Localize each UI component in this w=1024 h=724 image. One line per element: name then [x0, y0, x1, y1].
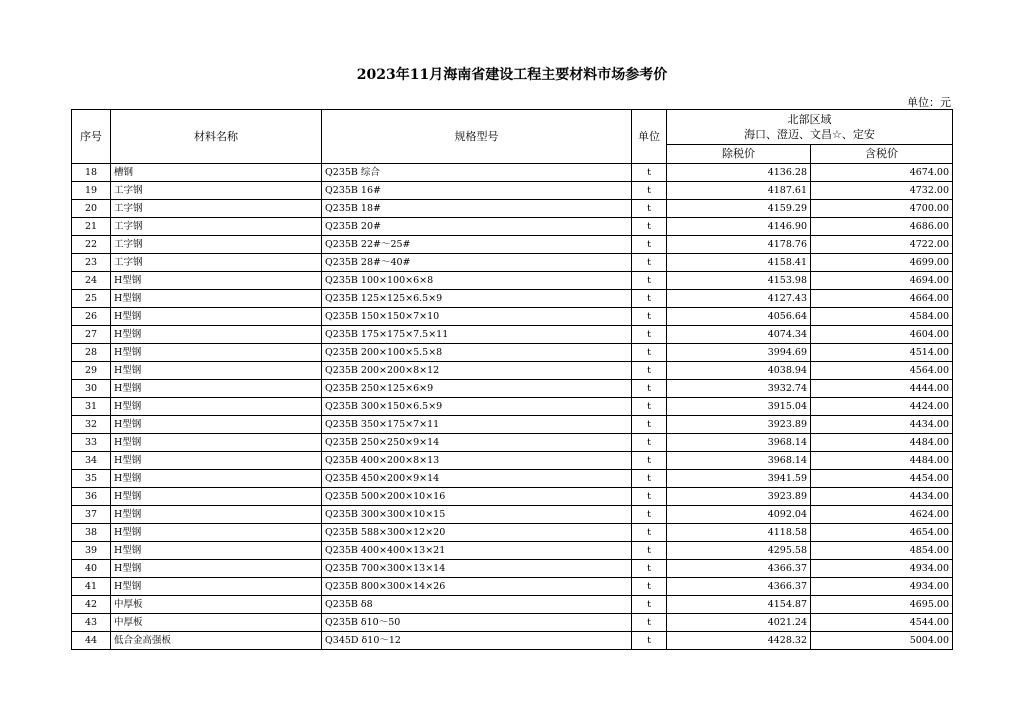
- row-material-name: 工字钢: [111, 218, 322, 236]
- row-price-inc-tax: 4424.00: [811, 398, 953, 416]
- row-unit: t: [632, 632, 667, 650]
- row-unit: t: [632, 542, 667, 560]
- row-spec: Q235B 500×200×10×16: [322, 488, 632, 506]
- row-unit: t: [632, 164, 667, 182]
- header-price-ex-tax: 除税价: [667, 145, 811, 164]
- row-unit: t: [632, 596, 667, 614]
- row-spec: Q235B 200×200×8×12: [322, 362, 632, 380]
- table-row: [72, 164, 953, 182]
- row-material-name: H型钢: [111, 362, 322, 380]
- row-spec: Q235B 200×100×5.5×8: [322, 344, 632, 362]
- row-material-name: H型钢: [111, 542, 322, 560]
- row-material-name: H型钢: [111, 326, 322, 344]
- row-spec: Q235B 16#: [322, 182, 632, 200]
- row-spec: Q235B 300×150×6.5×9: [322, 398, 632, 416]
- header-region-name: 北部区域: [787, 113, 832, 126]
- row-material-name: 槽钢: [111, 164, 322, 182]
- row-price-ex-tax: 4366.37: [667, 578, 811, 596]
- row-price-inc-tax: 4604.00: [811, 326, 953, 344]
- row-material-name: H型钢: [111, 488, 322, 506]
- row-spec: Q235B 22#～25#: [322, 236, 632, 254]
- row-seq: 39: [72, 542, 111, 560]
- row-price-ex-tax: 4146.90: [667, 218, 811, 236]
- row-unit: t: [632, 434, 667, 452]
- row-spec: Q235B 125×125×6.5×9: [322, 290, 632, 308]
- row-price-inc-tax: 4624.00: [811, 506, 953, 524]
- row-unit: t: [632, 614, 667, 632]
- row-material-name: H型钢: [111, 290, 322, 308]
- row-price-ex-tax: 3932.74: [667, 380, 811, 398]
- row-material-name: H型钢: [111, 506, 322, 524]
- row-material-name: 工字钢: [111, 200, 322, 218]
- table-row: [72, 344, 953, 362]
- table-row: [72, 596, 953, 614]
- row-price-ex-tax: 3915.04: [667, 398, 811, 416]
- row-unit: t: [632, 470, 667, 488]
- table-row: [72, 290, 953, 308]
- row-price-inc-tax: 4854.00: [811, 542, 953, 560]
- table-row: [72, 416, 953, 434]
- row-spec: Q235B 175×175×7.5×11: [322, 326, 632, 344]
- row-price-ex-tax: 4038.94: [667, 362, 811, 380]
- row-seq: 22: [72, 236, 111, 254]
- row-unit: t: [632, 200, 667, 218]
- row-material-name: H型钢: [111, 380, 322, 398]
- row-price-inc-tax: 5004.00: [811, 632, 953, 650]
- header-seq: 序号: [72, 110, 111, 164]
- table-row: [72, 470, 953, 488]
- row-unit: t: [632, 236, 667, 254]
- row-unit: t: [632, 344, 667, 362]
- row-price-inc-tax: 4664.00: [811, 290, 953, 308]
- table-row: [72, 542, 953, 560]
- row-price-ex-tax: 4295.58: [667, 542, 811, 560]
- unit-note: 单位：元: [907, 96, 951, 109]
- row-price-ex-tax: 3968.14: [667, 434, 811, 452]
- row-unit: t: [632, 578, 667, 596]
- row-seq: 36: [72, 488, 111, 506]
- header-region-cities: 海口、澄迈、文昌☆、定安: [744, 128, 875, 141]
- table-row: [72, 236, 953, 254]
- row-seq: 29: [72, 362, 111, 380]
- row-seq: 32: [72, 416, 111, 434]
- row-spec: Q235B 400×400×13×21: [322, 542, 632, 560]
- row-material-name: H型钢: [111, 416, 322, 434]
- row-seq: 44: [72, 632, 111, 650]
- table-row: [72, 578, 953, 596]
- header-unit: 单位: [632, 110, 667, 164]
- row-spec: Q235B 18#: [322, 200, 632, 218]
- row-seq: 23: [72, 254, 111, 272]
- row-price-ex-tax: 4136.28: [667, 164, 811, 182]
- table-row: [72, 218, 953, 236]
- row-price-inc-tax: 4564.00: [811, 362, 953, 380]
- row-price-inc-tax: 4699.00: [811, 254, 953, 272]
- row-price-inc-tax: 4722.00: [811, 236, 953, 254]
- table-row: [72, 452, 953, 470]
- row-unit: t: [632, 524, 667, 542]
- table-row: [72, 488, 953, 506]
- row-material-name: 低合金高强板: [111, 632, 322, 650]
- row-price-inc-tax: 4694.00: [811, 272, 953, 290]
- row-unit: t: [632, 308, 667, 326]
- row-spec: Q235B 350×175×7×11: [322, 416, 632, 434]
- row-spec: Q235B 250×125×6×9: [322, 380, 632, 398]
- row-price-ex-tax: 3923.89: [667, 488, 811, 506]
- row-price-inc-tax: 4484.00: [811, 452, 953, 470]
- row-seq: 42: [72, 596, 111, 614]
- row-seq: 30: [72, 380, 111, 398]
- row-spec: Q235B δ10～50: [322, 614, 632, 632]
- row-seq: 21: [72, 218, 111, 236]
- row-seq: 37: [72, 506, 111, 524]
- row-price-ex-tax: 4187.61: [667, 182, 811, 200]
- header-region: [667, 110, 953, 145]
- row-price-inc-tax: 4700.00: [811, 200, 953, 218]
- row-price-inc-tax: 4514.00: [811, 344, 953, 362]
- row-price-inc-tax: 4434.00: [811, 488, 953, 506]
- table-row: [72, 272, 953, 290]
- row-unit: t: [632, 362, 667, 380]
- row-material-name: H型钢: [111, 308, 322, 326]
- row-price-ex-tax: 4153.98: [667, 272, 811, 290]
- row-seq: 34: [72, 452, 111, 470]
- row-price-ex-tax: 3968.14: [667, 452, 811, 470]
- row-seq: 43: [72, 614, 111, 632]
- row-price-ex-tax: 4056.64: [667, 308, 811, 326]
- row-material-name: H型钢: [111, 434, 322, 452]
- row-spec: Q235B 20#: [322, 218, 632, 236]
- row-unit: t: [632, 326, 667, 344]
- row-seq: 41: [72, 578, 111, 596]
- table-row: [72, 254, 953, 272]
- row-price-inc-tax: 4934.00: [811, 560, 953, 578]
- row-seq: 27: [72, 326, 111, 344]
- row-spec: Q235B 450×200×9×14: [322, 470, 632, 488]
- row-price-ex-tax: 3994.69: [667, 344, 811, 362]
- table-row: [72, 182, 953, 200]
- row-price-ex-tax: 4127.43: [667, 290, 811, 308]
- row-material-name: H型钢: [111, 578, 322, 596]
- row-seq: 25: [72, 290, 111, 308]
- row-price-inc-tax: 4454.00: [811, 470, 953, 488]
- row-spec: Q235B 250×250×9×14: [322, 434, 632, 452]
- row-unit: t: [632, 218, 667, 236]
- page-title: 2023年11月海南省建设工程主要材料市场参考价: [356, 67, 668, 83]
- row-material-name: H型钢: [111, 272, 322, 290]
- row-unit: t: [632, 254, 667, 272]
- table-row: [72, 362, 953, 380]
- row-spec: Q235B 300×300×10×15: [322, 506, 632, 524]
- row-seq: 26: [72, 308, 111, 326]
- row-price-inc-tax: 4484.00: [811, 434, 953, 452]
- table-row: [72, 380, 953, 398]
- table-row: [72, 560, 953, 578]
- table-row: [72, 614, 953, 632]
- row-material-name: 中厚板: [111, 614, 322, 632]
- row-price-inc-tax: 4654.00: [811, 524, 953, 542]
- row-price-inc-tax: 4584.00: [811, 308, 953, 326]
- row-price-ex-tax: 3941.59: [667, 470, 811, 488]
- row-spec: Q235B δ8: [322, 596, 632, 614]
- row-price-ex-tax: 4428.32: [667, 632, 811, 650]
- header-name: 材料名称: [111, 110, 322, 164]
- row-material-name: 工字钢: [111, 182, 322, 200]
- row-material-name: H型钢: [111, 344, 322, 362]
- row-unit: t: [632, 506, 667, 524]
- row-price-ex-tax: 4092.04: [667, 506, 811, 524]
- table-row: [72, 200, 953, 218]
- row-seq: 38: [72, 524, 111, 542]
- row-spec: Q345D δ10～12: [322, 632, 632, 650]
- row-unit: t: [632, 380, 667, 398]
- row-material-name: H型钢: [111, 398, 322, 416]
- table-row: [72, 398, 953, 416]
- table-row: [72, 434, 953, 452]
- row-unit: t: [632, 398, 667, 416]
- row-price-inc-tax: 4695.00: [811, 596, 953, 614]
- row-price-inc-tax: 4444.00: [811, 380, 953, 398]
- row-unit: t: [632, 452, 667, 470]
- table-row: [72, 308, 953, 326]
- row-material-name: H型钢: [111, 452, 322, 470]
- header-spec: 规格型号: [322, 110, 632, 164]
- row-seq: 18: [72, 164, 111, 182]
- row-spec: Q235B 700×300×13×14: [322, 560, 632, 578]
- row-price-ex-tax: 4158.41: [667, 254, 811, 272]
- table-header: [72, 110, 953, 164]
- row-material-name: 中厚板: [111, 596, 322, 614]
- row-unit: t: [632, 488, 667, 506]
- row-material-name: H型钢: [111, 470, 322, 488]
- row-price-inc-tax: 4934.00: [811, 578, 953, 596]
- row-seq: 40: [72, 560, 111, 578]
- row-spec: Q235B 100×100×6×8: [322, 272, 632, 290]
- row-unit: t: [632, 416, 667, 434]
- row-material-name: 工字钢: [111, 254, 322, 272]
- row-price-inc-tax: 4674.00: [811, 164, 953, 182]
- table-row: [72, 326, 953, 344]
- row-price-ex-tax: 3923.89: [667, 416, 811, 434]
- row-price-ex-tax: 4074.34: [667, 326, 811, 344]
- row-seq: 31: [72, 398, 111, 416]
- row-price-ex-tax: 4366.37: [667, 560, 811, 578]
- row-unit: t: [632, 560, 667, 578]
- row-seq: 28: [72, 344, 111, 362]
- table-row: [72, 524, 953, 542]
- price-table: [71, 109, 953, 650]
- row-price-inc-tax: 4732.00: [811, 182, 953, 200]
- row-material-name: H型钢: [111, 524, 322, 542]
- table-body: [72, 164, 953, 650]
- row-unit: t: [632, 272, 667, 290]
- row-spec: Q235B 28#～40#: [322, 254, 632, 272]
- row-price-ex-tax: 4118.58: [667, 524, 811, 542]
- row-price-ex-tax: 4159.29: [667, 200, 811, 218]
- row-spec: Q235B 综合: [322, 164, 632, 182]
- row-spec: Q235B 150×150×7×10: [322, 308, 632, 326]
- row-price-inc-tax: 4434.00: [811, 416, 953, 434]
- row-seq: 33: [72, 434, 111, 452]
- row-price-ex-tax: 4154.87: [667, 596, 811, 614]
- table-row: [72, 632, 953, 650]
- row-material-name: H型钢: [111, 560, 322, 578]
- row-material-name: 工字钢: [111, 236, 322, 254]
- row-seq: 24: [72, 272, 111, 290]
- row-price-ex-tax: 4021.24: [667, 614, 811, 632]
- row-spec: Q235B 800×300×14×26: [322, 578, 632, 596]
- table-row: [72, 506, 953, 524]
- header-price-inc-tax: 含税价: [811, 145, 953, 164]
- row-price-ex-tax: 4178.76: [667, 236, 811, 254]
- row-unit: t: [632, 290, 667, 308]
- row-spec: Q235B 588×300×12×20: [322, 524, 632, 542]
- row-seq: 20: [72, 200, 111, 218]
- row-unit: t: [632, 182, 667, 200]
- row-price-inc-tax: 4544.00: [811, 614, 953, 632]
- row-price-inc-tax: 4686.00: [811, 218, 953, 236]
- row-seq: 19: [72, 182, 111, 200]
- row-spec: Q235B 400×200×8×13: [322, 452, 632, 470]
- row-seq: 35: [72, 470, 111, 488]
